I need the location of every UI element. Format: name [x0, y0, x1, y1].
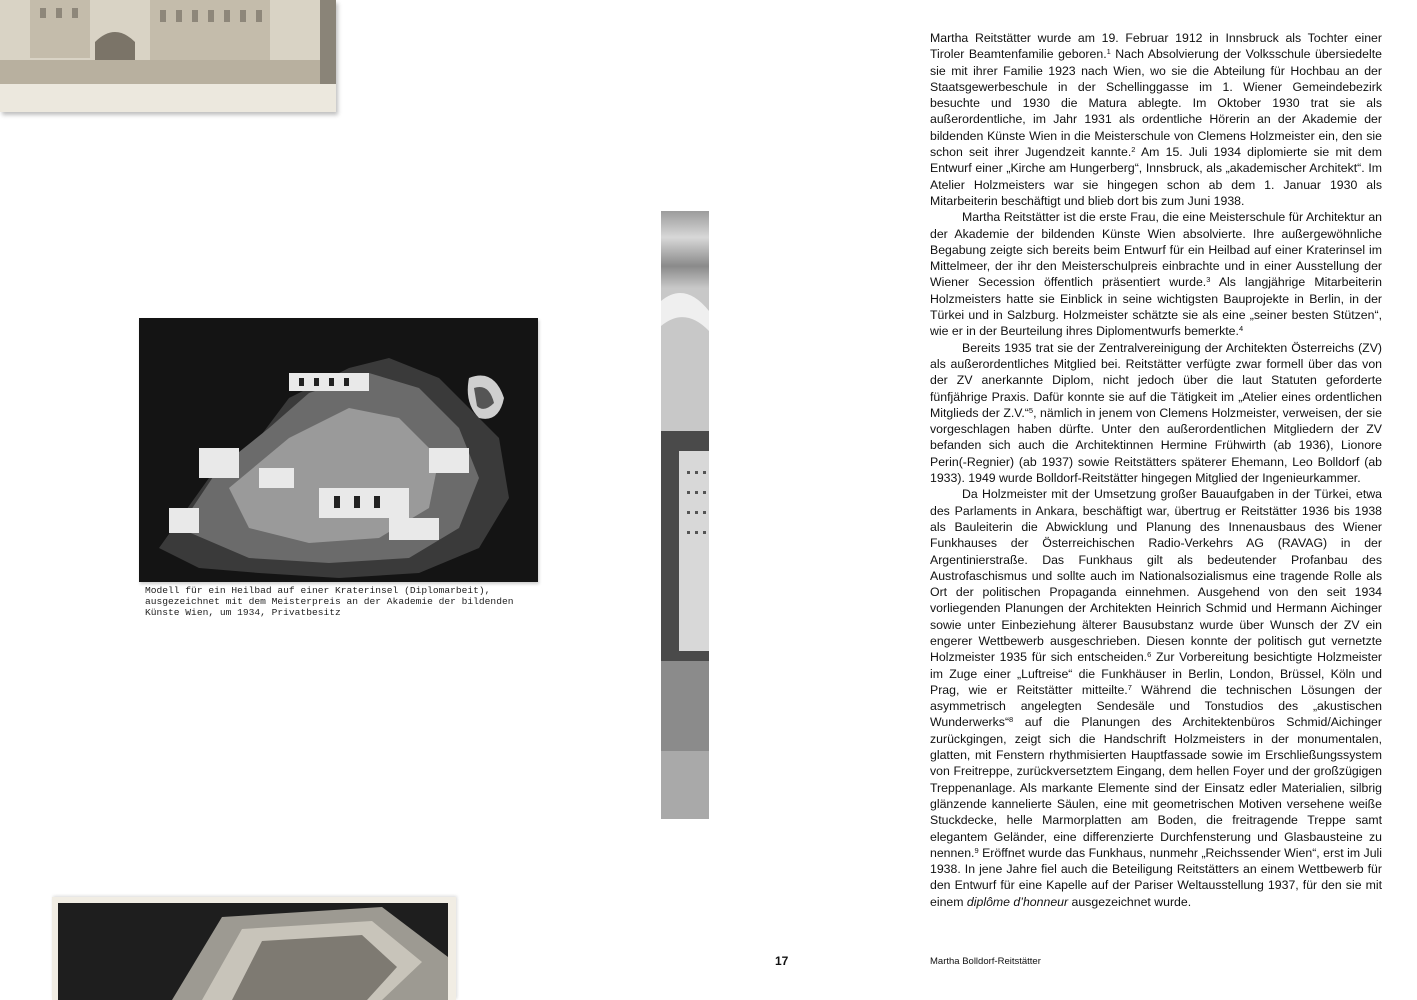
- paragraph-2: [930, 209, 1382, 339]
- crater-island-model-photo: [139, 318, 538, 582]
- text-run: Da Holzmeister mit der Umsetzung großer Bauaufgaben in der Türkei, etwa des Parlaments in Ankara, beschäftigt war, übertrug er Reitstätter 1936 bis 1938 als Bauleiterin die Abwicklung und Planung des Innenausbaus des Wiener Funkhauses der Österreichischen Radio-Verkehrs AG (RAVAG) in der Argentinierstraße. Das Funkhaus gilt als bedeutender Profanbau des Austrofaschismus und sollte auch im Nationalsozialismus eine tragende Rolle als Ort der politischen Propaganda einnehmen. Ausgehend von den seit 1934 vorliegenden Planungen der Architekten Heinrich Schmid und Hermann Aichinger sowie unter Einbeziehung älterer Bausubstanz wurde über Wunsch der ZV ein engerer Wettbewerb ausgeschrieben. Diesen konnte der politisch gut vernetzte Holzmeister 1935 für sich entscheiden.: [930, 487, 1382, 665]
- footnote-ref-2[interactable]: 2: [1131, 145, 1136, 155]
- emphasis-text: diplôme d’honneur: [966, 894, 1069, 909]
- footnote-ref-7[interactable]: 7: [1127, 682, 1132, 692]
- text-run: ausgezeichnet wurde.: [1068, 894, 1192, 909]
- interior-strip-photo: [661, 211, 709, 819]
- text-run: Eröffnet wurde das Funkhaus, nunmehr „Reichssender Wien“, erst im Juli 1938. In jene Jahre fiel auch die Beteiligung Reitstätters an einem Wettbewerb für den Entwurf für eine Kapelle auf der Pariser Weltausstellung 1937, für den sie mit einem: [930, 845, 1382, 909]
- text-run: Zur Vorbereitung besichtigte Holzmeister im Zuge einer „Luftreise“ die Funkhäuser in Berlin, London, Brüssel, Köln und Prag, wie er Reitstätter mitteilte.: [930, 650, 1383, 697]
- text-run: Bereits 1935 trat sie der Zentralvereinigung der Architekten Österreichs (ZV) als außerordentliches Mitglied bei. Reitstätter verfügte zwar formell über das von der ZV anerkannte Diplom, nicht jedoch über die laut Statuten geforderte fünfjährige Praxis. Dafür konnte sie auf die Tätigkeit im „Atelier eines ordentlichen Mitglieds der Z.V.“: [930, 340, 1382, 420]
- footnote-ref-5[interactable]: 5: [1028, 405, 1034, 415]
- building-model-photo: [0, 0, 336, 112]
- footnote-ref-9[interactable]: 9: [974, 845, 979, 855]
- stone-model-photo: [52, 897, 456, 1000]
- footnote-ref-3[interactable]: 3: [1206, 275, 1211, 285]
- text-run: Martha Reitstätter wurde am 19. Februar 1912 in Innsbruck als Tochter einer Tiroler Beamtenfamilie geboren.: [930, 31, 1382, 62]
- text-run: Am 15. Juli 1934 diplomierte sie mit dem Entwurf einer „Kirche am Hungerberg“, Innsbruck, als „akademischer Architekt“. Im Atelier Holzmeisters war sie hingegen schon ab dem 1. Januar 1930 als Mitarbeiterin beschäftigt und blieb dort bis zum Juni 1938.: [930, 145, 1382, 208]
- text-run: , nämlich in jenem von Clemens Holzmeister, verweisen, der sie vorgeschlagen haben dürfte. Unter den außerordentlichen Mitgliedern der ZV befanden sich auch die Architektinnen Hermine Frühwirth (ab 1936), Lionore Perin(-Regnier) (ab 1937) sowie Reitstätters späterer Ehemann, Leo Bolldorf (ab 1933). 1949 wurde Bolldorf-Reitstätter hingegen Mitglied der Ingenieurkammer.: [930, 405, 1383, 486]
- footnote-ref-4[interactable]: 4: [1238, 324, 1244, 334]
- footnote-ref-1[interactable]: 1: [1106, 47, 1111, 57]
- footnote-ref-8[interactable]: 8: [1009, 715, 1014, 725]
- running-footer: Martha Bolldorf-Reitstätter: [930, 956, 1041, 967]
- text-run: Martha Reitstätter ist die erste Frau, die eine Meisterschule für Architektur an der Akademie der bildenden Künste Wien absolvierte. Ihre außergewöhnliche Begabung zeigte sich bereits beim Entwurf für ein Heilbad auf einer Kraterinsel im Mittelmeer, der ihr den Meisterschulpreis einbrachte und in einer Ausstellung der Wiener Secession öffentlich präsentiert wurde.: [930, 210, 1382, 290]
- body-text: [930, 30, 1382, 910]
- text-run: Nach Absolvierung der Volksschule übersiedelte sie mit ihrer Familie 1923 nach Wien, wo sie die Abteilung für Hochbau an der Staatsgewerbeschule in der Schellinggasse im 1. Wiener Gemeindebezirk besuchte und 1930 die Matura ablegte. Im Oktober 1930 trat sie als außerordentliche, im Jahr 1931 als ordentliche Hörerin an der Akademie der bildenden Künste Wien in die Meisterschule von Clemens Holzmeister ein, den sie schon seit ihrer Jugendzeit kannte.: [930, 47, 1382, 160]
- footnote-ref-6[interactable]: 6: [1147, 650, 1152, 660]
- text-run: Während die technischen Lösungen der asymmetrisch angelegten Sendesäle und Tonstudios des „akustischen Wunderwerks“: [930, 682, 1383, 730]
- page-number: 17: [775, 954, 789, 968]
- paragraph-3: [930, 340, 1382, 487]
- text-run: Als langjährige Mitarbeiterin Holzmeisters hatte sie Einblick in seine wichtigsten Bauprojekte in Berlin, in der Türkei und in Salzburg. Holzmeister schätzte sie als eine „seiner besten Stützen“, wie er in der Beurteilung ihres Diplomentwurfs bemerkte.: [930, 275, 1382, 339]
- text-run: auf die Planungen des Architektenbüros Schmid/Aichinger zurückgingen, zeigt sich die Handschrift Holzmeisters in der monumentalen, glatten, mit Fenstern rhythmisierten Hauptfassade sowie im Erschließungssystem von Freitreppe, zurückversetztem Eingang, dem hellen Foyer und der großzügigen Treppenanlage. Als markante Elemente sind der Einsatz edler Materialien, silbrig glänzende kannelierte Säulen, eine mit geometrischen Motiven versehene weiße Stuckdecke, helle Marmorplatten am Boden, die freitragende Treppe samt elegantem Geländer, eine differenzierte Durchfensterung und Glasbausteine zu nennen.: [930, 715, 1382, 860]
- paragraph-1: [930, 30, 1382, 209]
- paragraph-4: [930, 486, 1382, 910]
- figure-caption: Modell für ein Heilbad auf einer Kraterinsel (Diplomarbeit), ausgezeichnet mit dem Meisterpreis an der Akademie der bildenden Künste Wien, um 1934, Privatbesitz: [145, 585, 514, 618]
